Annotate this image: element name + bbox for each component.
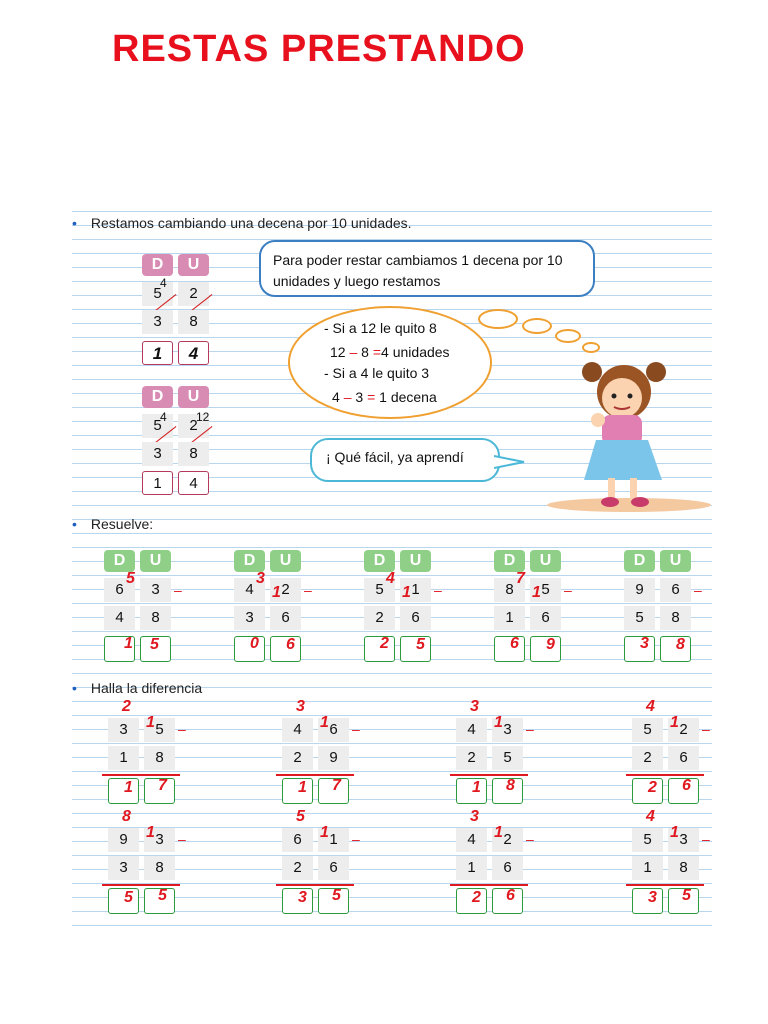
- answer-tens-text: 0: [250, 635, 259, 652]
- minus-sign: –: [304, 582, 312, 598]
- answer-units-text: 6: [506, 887, 515, 904]
- thought-cloud-dot: [478, 309, 518, 329]
- answer-tens-text: 5: [124, 889, 133, 906]
- subtrahend-units: 6: [530, 606, 561, 630]
- subtrahend-units: 8: [140, 606, 171, 630]
- subtrahend-units: 9: [318, 746, 349, 770]
- header-u: U: [140, 550, 171, 572]
- speech-bubble: ¡ Qué fácil, ya aprendí: [310, 438, 500, 482]
- answer-units-text: 8: [506, 777, 515, 794]
- answer-units-text: 9: [546, 636, 555, 653]
- answer-tens-text: 1: [124, 779, 133, 796]
- result-line: [626, 884, 704, 886]
- halla-table: [282, 698, 360, 818]
- answer-tens-text: 2: [648, 779, 657, 796]
- minuend-units: 2: [492, 828, 523, 852]
- subtrahend-units: 6: [668, 746, 699, 770]
- result-line: [276, 884, 354, 886]
- answer-units-text: 5: [682, 887, 691, 904]
- minuend-units: 6: [660, 578, 691, 602]
- minuend-tens: 3: [108, 718, 139, 742]
- equation-units: 12 – 8 =4 unidades: [330, 344, 450, 360]
- borrow-note: 4: [646, 808, 655, 825]
- minuend-units: 3: [140, 578, 171, 602]
- header-u: U: [270, 550, 301, 572]
- answer-tens-text: 1: [124, 635, 133, 652]
- halla-table: [108, 808, 186, 928]
- bullet-2: • Resuelve:: [72, 516, 154, 532]
- halla-table: [282, 808, 360, 928]
- subtrahend-tens: 1: [456, 856, 487, 880]
- subtrahend-tens: 2: [282, 856, 313, 880]
- thought-cloud-dot: [555, 329, 581, 343]
- minus-sign: –: [178, 831, 186, 847]
- result-line: [276, 774, 354, 776]
- borrow-note: 3: [296, 698, 305, 715]
- borrow-note: 3: [470, 808, 479, 825]
- minus-sign: –: [694, 582, 702, 598]
- minuend-units: 1: [318, 828, 349, 852]
- borrow-note: 8: [122, 808, 131, 825]
- subtrahend-tens: 1: [108, 746, 139, 770]
- resuelve-table: [104, 550, 182, 665]
- subtrahend-tens: 2: [632, 746, 663, 770]
- carry-note: 1: [146, 824, 155, 841]
- subtrahend-tens: 1: [632, 856, 663, 880]
- subtrahend-units: 6: [318, 856, 349, 880]
- answer-units-text: 5: [332, 887, 341, 904]
- answer-tens-text: 2: [380, 635, 389, 652]
- borrow-note: 1: [272, 584, 281, 601]
- minuend-tens: 9: [108, 828, 139, 852]
- minuend-tens: 5: [364, 578, 395, 602]
- subtrahend-tens: 1: [494, 606, 525, 630]
- minuend-tens: 6: [282, 828, 313, 852]
- borrow-note: 4: [386, 570, 395, 587]
- subtrahend-units: 6: [492, 856, 523, 880]
- minuend-units: 5: [530, 578, 561, 602]
- thought-cloud-dot: [522, 318, 552, 334]
- minus-sign: –: [526, 721, 534, 737]
- subtrahend-units: 6: [400, 606, 431, 630]
- minuend-units: 1: [400, 578, 431, 602]
- answer-units-text: 5: [416, 636, 425, 653]
- carry-note: 1: [320, 824, 329, 841]
- header-d: D: [104, 550, 135, 572]
- answer-tens-text: 3: [640, 635, 649, 652]
- borrow-note: 5: [296, 808, 305, 825]
- answer-units-text: 8: [676, 636, 685, 653]
- minus-sign: –: [526, 831, 534, 847]
- minuend-units: 3: [144, 828, 175, 852]
- minus-sign: –: [352, 831, 360, 847]
- result-line: [450, 774, 528, 776]
- minuend-units: 3: [492, 718, 523, 742]
- borrow-note: 5: [126, 570, 135, 587]
- carry-note: 1: [670, 714, 679, 731]
- resuelve-table: [494, 550, 572, 665]
- subtrahend-units: 8: [144, 856, 175, 880]
- minus-sign: –: [352, 721, 360, 737]
- explanation-bubble: Para poder restar cambiamos 1 decena por 10 unidades y luego restamos: [259, 240, 595, 297]
- result-line: [102, 884, 180, 886]
- answer-tens-text: 1: [298, 779, 307, 796]
- minuend-units: 2: [668, 718, 699, 742]
- subtrahend-tens: 2: [364, 606, 395, 630]
- example-table: D U 5 2 4 3 8 1 4: [142, 254, 212, 369]
- result-line: [626, 774, 704, 776]
- bullet-1: • Restamos cambiando una decena por 10 unidades.: [72, 215, 412, 231]
- answer-units-text: 6: [682, 777, 691, 794]
- borrow-note: 2: [122, 698, 131, 715]
- header-d: D: [494, 550, 525, 572]
- halla-table: [108, 698, 186, 818]
- header-d: D: [364, 550, 395, 572]
- carry-note: 1: [494, 714, 503, 731]
- answer-tens-text: 3: [648, 889, 657, 906]
- minuend-units: 3: [668, 828, 699, 852]
- resuelve-table: [624, 550, 702, 665]
- minus-sign: –: [564, 582, 572, 598]
- carry-note: 1: [146, 714, 155, 731]
- borrow-note: 1: [402, 584, 411, 601]
- answer-tens-text: 1: [472, 779, 481, 796]
- minus-sign: –: [434, 582, 442, 598]
- answer-units-text: 6: [286, 636, 295, 653]
- header-u: U: [530, 550, 561, 572]
- borrow-note: 3: [256, 570, 265, 587]
- header-u: U: [400, 550, 431, 572]
- example-table: D U 5 2 4 12 3 8 1 4: [142, 386, 212, 501]
- carry-note: 1: [320, 714, 329, 731]
- minuend-tens: 9: [624, 578, 655, 602]
- subtrahend-tens: 2: [456, 746, 487, 770]
- bullet-3: • Halla la diferencia: [72, 680, 203, 696]
- minuend-units: 5: [144, 718, 175, 742]
- answer-tens-text: 6: [510, 635, 519, 652]
- header-u: U: [660, 550, 691, 572]
- minuend-tens: 4: [234, 578, 265, 602]
- subtrahend-units: 8: [144, 746, 175, 770]
- minuend-tens: 5: [632, 828, 663, 852]
- minus-sign: –: [702, 831, 710, 847]
- result-line: [102, 774, 180, 776]
- page-title: RESTAS PRESTANDO: [112, 28, 526, 70]
- minus-sign: –: [702, 721, 710, 737]
- minuend-tens: 5: [632, 718, 663, 742]
- minuend-tens: 4: [282, 718, 313, 742]
- answer-tens-text: 3: [298, 889, 307, 906]
- subtrahend-tens: 3: [234, 606, 265, 630]
- answer-tens-text: 2: [472, 889, 481, 906]
- borrow-note: 1: [532, 584, 541, 601]
- subtrahend-tens: 4: [104, 606, 135, 630]
- resuelve-table: [364, 550, 442, 665]
- halla-table: [632, 808, 710, 928]
- equation-tens: 4 – 3 = 1 decena: [332, 389, 437, 405]
- borrow-note: 3: [470, 698, 479, 715]
- minus-sign: –: [178, 721, 186, 737]
- subtrahend-tens: 5: [624, 606, 655, 630]
- minuend-tens: 6: [104, 578, 135, 602]
- subtrahend-units: 8: [660, 606, 691, 630]
- halla-table: [456, 808, 534, 928]
- minuend-units: 2: [270, 578, 301, 602]
- halla-table: [632, 698, 710, 818]
- subtrahend-tens: 3: [108, 856, 139, 880]
- minuend-tens: 4: [456, 718, 487, 742]
- subtrahend-units: 6: [270, 606, 301, 630]
- subtrahend-units: 5: [492, 746, 523, 770]
- minuend-tens: 8: [494, 578, 525, 602]
- result-line: [450, 884, 528, 886]
- subtrahend-units: 8: [668, 856, 699, 880]
- minuend-units: 6: [318, 718, 349, 742]
- girl-illustration: [544, 350, 714, 515]
- header-d: D: [624, 550, 655, 572]
- subtrahend-tens: 2: [282, 746, 313, 770]
- minus-sign: –: [174, 582, 182, 598]
- answer-units-text: 7: [332, 777, 341, 794]
- header-d: D: [234, 550, 265, 572]
- halla-table: [456, 698, 534, 818]
- carry-note: 1: [494, 824, 503, 841]
- minuend-tens: 4: [456, 828, 487, 852]
- answer-units-text: 5: [158, 887, 167, 904]
- borrow-note: 4: [646, 698, 655, 715]
- answer-units-text: 7: [158, 777, 167, 794]
- borrow-note: 7: [516, 570, 525, 587]
- speech-tail: [494, 452, 528, 472]
- answer-units-text: 5: [150, 636, 159, 653]
- resuelve-table: [234, 550, 312, 665]
- carry-note: 1: [670, 824, 679, 841]
